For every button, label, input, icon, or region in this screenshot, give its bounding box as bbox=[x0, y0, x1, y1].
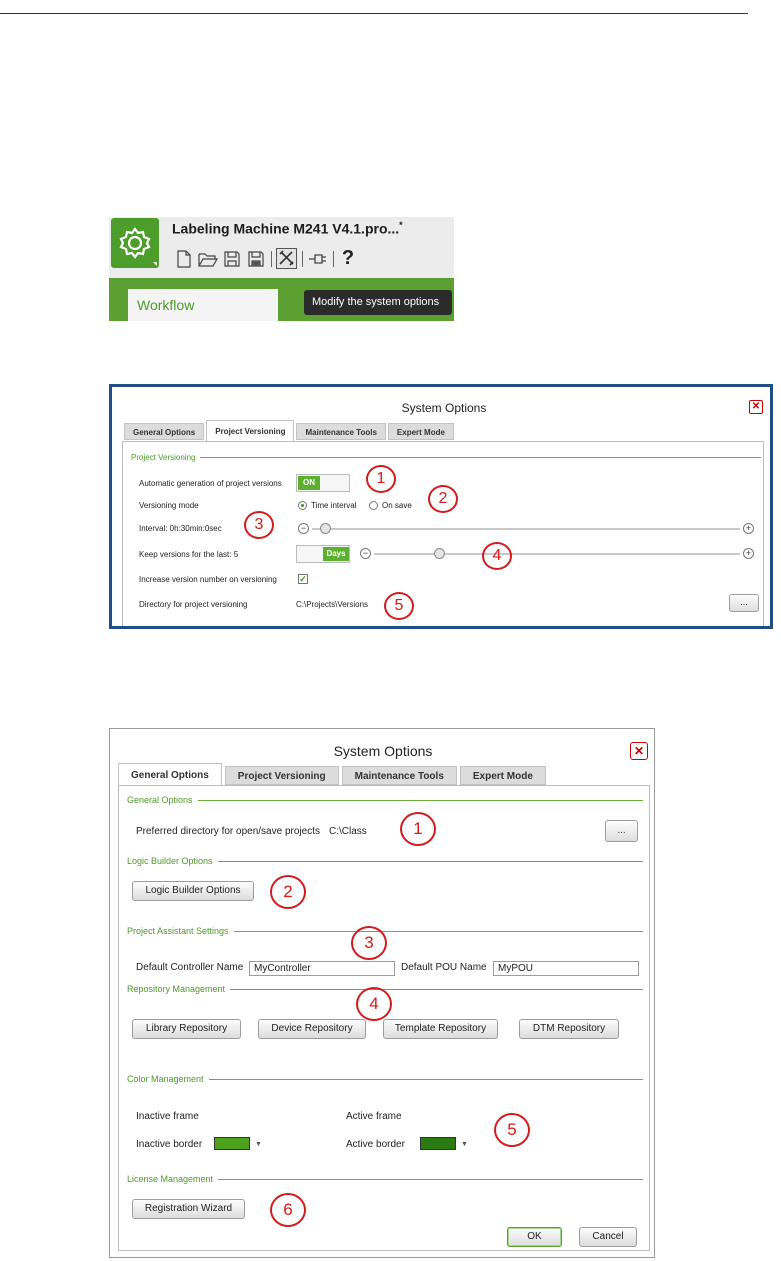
system-options-icon[interactable] bbox=[276, 248, 297, 269]
tab-bar bbox=[124, 420, 456, 441]
save-as-icon[interactable] bbox=[245, 248, 266, 269]
section-license: License Management bbox=[127, 1174, 643, 1184]
tab-maintenance-tools[interactable]: Maintenance Tools bbox=[342, 766, 457, 785]
callout-6: 6 bbox=[270, 1193, 306, 1227]
tab-general-options[interactable]: General Options bbox=[118, 763, 222, 786]
close-icon[interactable]: ✕ bbox=[630, 742, 648, 760]
app-logo[interactable] bbox=[111, 218, 159, 268]
tab-project-versioning[interactable]: Project Versioning bbox=[225, 766, 339, 785]
gear-icon bbox=[111, 218, 159, 268]
library-repository-button[interactable]: Library Repository bbox=[132, 1019, 241, 1039]
time-interval-label: Time interval bbox=[311, 501, 357, 510]
keep-versions-label: Keep versions for the last: 5 bbox=[139, 550, 239, 559]
template-repository-button[interactable]: Template Repository bbox=[383, 1019, 498, 1039]
radio-on-save[interactable] bbox=[369, 501, 378, 510]
callout-2: 2 bbox=[270, 875, 306, 909]
tab-expert-mode[interactable]: Expert Mode bbox=[460, 766, 546, 785]
interval-label: Interval: 0h:30min:0sec bbox=[139, 524, 222, 533]
tab-bar bbox=[118, 763, 549, 786]
section-color-management: Color Management bbox=[127, 1074, 643, 1084]
section-header: Project Versioning bbox=[131, 453, 761, 462]
versioning-dialog bbox=[109, 384, 773, 629]
toolbar-icons bbox=[173, 246, 358, 271]
interval-slider[interactable] bbox=[298, 524, 754, 536]
preferred-dir-label: Preferred directory for open/save projects bbox=[136, 826, 320, 837]
minus-icon[interactable]: − bbox=[298, 523, 309, 534]
browse-button[interactable]: ... bbox=[605, 820, 638, 842]
tab-project-versioning[interactable]: Project Versioning bbox=[206, 420, 294, 441]
section-general-options: General Options bbox=[127, 795, 643, 805]
chevron-down-icon[interactable]: ▼ bbox=[461, 1141, 468, 1148]
browse-button[interactable]: ... bbox=[729, 594, 759, 612]
slider-track bbox=[374, 553, 740, 555]
plus-icon[interactable]: + bbox=[743, 523, 754, 534]
callout-3: 3 bbox=[244, 511, 274, 539]
toolbar-separator bbox=[333, 251, 334, 267]
general-options-dialog bbox=[109, 728, 655, 1258]
controller-name-label: Default Controller Name bbox=[136, 962, 244, 973]
active-border-color-picker[interactable] bbox=[420, 1137, 456, 1150]
tab-general-options[interactable]: General Options bbox=[124, 423, 204, 440]
tab-workflow[interactable]: Workflow bbox=[128, 289, 278, 321]
callout-1: 1 bbox=[366, 465, 396, 493]
inactive-border-color-picker[interactable] bbox=[214, 1137, 250, 1150]
section-repository: Repository Management bbox=[127, 984, 643, 994]
tooltip: Modify the system options bbox=[304, 290, 452, 315]
tab-maintenance-tools[interactable]: Maintenance Tools bbox=[296, 423, 385, 440]
logic-builder-options-button[interactable]: Logic Builder Options bbox=[132, 881, 254, 901]
toolbar-separator bbox=[302, 251, 303, 267]
new-file-icon[interactable] bbox=[173, 248, 194, 269]
app-toolbar-screenshot bbox=[109, 217, 454, 321]
dialog-title: System Options bbox=[401, 401, 487, 415]
page-rule bbox=[0, 13, 748, 14]
callout-4: 4 bbox=[482, 542, 512, 570]
modified-mark: * bbox=[399, 220, 403, 230]
callout-4: 4 bbox=[356, 987, 392, 1021]
keep-versions-slider[interactable] bbox=[360, 549, 754, 561]
on-save-label: On save bbox=[382, 501, 412, 510]
chevron-down-icon[interactable]: ▼ bbox=[255, 1141, 262, 1148]
dir-label: Directory for project versioning bbox=[139, 600, 248, 609]
radio-dot bbox=[301, 504, 304, 507]
pou-name-label: Default POU Name bbox=[401, 962, 487, 973]
close-icon[interactable]: ✕ bbox=[749, 400, 763, 414]
toggle-on-label: ON bbox=[298, 476, 320, 490]
section-project-assistant: Project Assistant Settings bbox=[127, 926, 643, 936]
increase-version-label: Increase version number on versioning bbox=[139, 575, 277, 584]
toolbar-separator bbox=[271, 251, 272, 267]
auto-gen-label: Automatic generation of project versions bbox=[139, 479, 282, 488]
controller-name-input[interactable]: MyController bbox=[249, 961, 395, 976]
open-folder-icon[interactable] bbox=[197, 248, 218, 269]
slider-knob[interactable] bbox=[320, 523, 331, 534]
help-icon[interactable]: ? bbox=[341, 247, 355, 269]
preferred-dir-value: C:\Class bbox=[329, 826, 367, 837]
toggle-days-label: Days bbox=[323, 547, 349, 561]
pou-name-input[interactable]: MyPOU bbox=[493, 961, 639, 976]
ok-button[interactable]: OK bbox=[507, 1227, 562, 1247]
minus-icon[interactable]: − bbox=[360, 548, 371, 559]
plus-icon[interactable]: + bbox=[743, 548, 754, 559]
inactive-frame-label: Inactive frame bbox=[136, 1111, 199, 1122]
slider-track bbox=[312, 528, 740, 530]
connect-plug-icon[interactable] bbox=[307, 248, 328, 269]
save-icon[interactable] bbox=[221, 248, 242, 269]
callout-2: 2 bbox=[428, 485, 458, 513]
increase-version-checkbox[interactable]: ✓ bbox=[299, 574, 307, 584]
auto-gen-toggle[interactable] bbox=[296, 474, 350, 492]
keep-unit-toggle[interactable] bbox=[296, 545, 350, 563]
callout-3: 3 bbox=[351, 926, 387, 960]
inactive-border-label: Inactive border bbox=[136, 1139, 203, 1150]
tab-expert-mode[interactable]: Expert Mode bbox=[388, 423, 454, 440]
radio-time-interval[interactable] bbox=[298, 501, 307, 510]
versioning-mode-label: Versioning mode bbox=[139, 501, 199, 510]
callout-5: 5 bbox=[384, 592, 414, 620]
active-frame-label: Active frame bbox=[346, 1111, 402, 1122]
active-border-label: Active border bbox=[346, 1139, 405, 1150]
registration-wizard-button[interactable]: Registration Wizard bbox=[132, 1199, 245, 1219]
callout-1: 1 bbox=[400, 812, 436, 846]
section-logic-builder: Logic Builder Options bbox=[127, 856, 643, 866]
cancel-button[interactable]: Cancel bbox=[579, 1227, 637, 1247]
callout-5: 5 bbox=[494, 1113, 530, 1147]
slider-knob[interactable] bbox=[434, 548, 445, 559]
dir-value: C:\Projects\Versions bbox=[296, 600, 369, 609]
dialog-title: System Options bbox=[333, 743, 433, 759]
project-title: Labeling Machine M241 V4.1.pro...* bbox=[172, 220, 403, 237]
device-repository-button[interactable]: Device Repository bbox=[258, 1019, 366, 1039]
dtm-repository-button[interactable]: DTM Repository bbox=[519, 1019, 619, 1039]
